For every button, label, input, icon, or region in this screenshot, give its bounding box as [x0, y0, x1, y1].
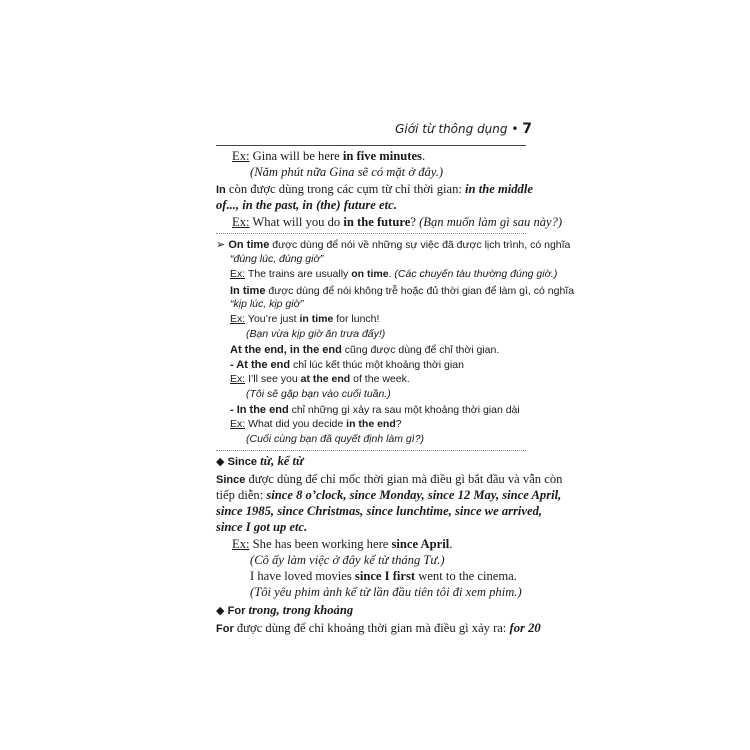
at-the-end-definition: At the end, in the end cũng được dùng để chỉ thời gian.	[230, 344, 500, 356]
in-example-1: Ex: Gina will be here in five minutes.	[232, 149, 426, 163]
in-time-example: Ex: You’re just in time for lunch!	[230, 313, 380, 325]
section-divider	[216, 233, 526, 234]
since-examples-1: tiếp diễn: since 8 o’clock, since Monday, since 12 May, since April,	[216, 488, 562, 502]
in-time-example-translation: (Bạn vừa kịp giờ ăn trưa đấy!)	[246, 328, 386, 340]
in-note-examples: of..., in the past, in (the) future etc.	[216, 198, 397, 212]
diamond-bullet-icon: ◆	[216, 455, 225, 468]
in-the-end-example: Ex: What did you decide in the end?	[230, 418, 402, 430]
in-time-definition: In time được dùng để nói không trễ hoặc đủ thời gian để làm gì, có nghĩa	[230, 285, 575, 297]
at-the-end-example: Ex: I’ll see you at the end of the week.	[230, 373, 410, 385]
since-example-1: Ex: She has been working here since April.	[232, 537, 453, 551]
diamond-bullet-icon: ◆	[216, 604, 225, 617]
header-rule	[216, 145, 526, 146]
at-the-end-usage: - At the end chỉ lúc kết thúc một khoảng thời gian	[230, 359, 464, 371]
in-example-1-translation: (Năm phút nữa Gina sẽ có mặt ở đây.)	[250, 165, 444, 179]
at-the-end-example-translation: (Tôi sẽ gặp bạn vào cuối tuần.)	[246, 388, 391, 400]
on-time-example: Ex: The trains are usually on time. (Các chuyến tàu thường đúng giờ.)	[230, 268, 558, 280]
since-example-1-translation: (Cô ấy làm việc ở đây kể từ tháng Tư.)	[250, 553, 445, 567]
since-example-2-translation: (Tôi yêu phim ảnh kể từ lần đầu tiên tôi đi xem phim.)	[250, 585, 522, 599]
in-example-2: Ex: What will you do in the future? (Bạn muốn làm gì sau này?)	[232, 215, 563, 229]
since-examples-2: since 1985, since Christmas, since lunchtime, since we arrived,	[216, 504, 543, 518]
page-number: 7	[522, 121, 532, 137]
in-time-meaning: “kịp lúc, kịp giờ”	[230, 298, 304, 310]
in-the-end-usage: - In the end chỉ những gì xảy ra sau một khoảng thời gian dài	[230, 404, 520, 416]
on-time-meaning: “đúng lúc, đúng giờ”	[230, 253, 324, 265]
in-the-end-example-translation: (Cuối cùng bạn đã quyết định làm gì?)	[246, 433, 425, 445]
in-note: In còn được dùng trong các cụm từ chỉ thời gian: in the middle	[216, 182, 533, 196]
for-heading: ◆ For trong, trong khoảng	[216, 603, 354, 617]
section-divider	[216, 450, 526, 451]
on-time-definition: ➢ On time được dùng để nói về những sự việc đã được lịch trình, có nghĩa	[216, 238, 571, 251]
since-heading: ◆ Since từ, kể từ	[216, 454, 304, 468]
for-definition: For được dùng để chỉ khoảng thời gian mà điều gì xảy ra: for 20	[216, 621, 541, 635]
header-bullet: •	[511, 122, 519, 136]
running-header	[0, 121, 532, 143]
header-title: Giới từ thông dụng	[395, 122, 508, 136]
since-example-2: I have loved movies since I first went to the cinema.	[250, 569, 517, 583]
arrow-bullet-icon: ➢	[216, 238, 226, 251]
since-examples-3: since I got up etc.	[216, 520, 308, 534]
since-definition: Since được dùng để chỉ mốc thời gian mà điều gì bắt đầu và vẫn còn	[216, 472, 563, 486]
